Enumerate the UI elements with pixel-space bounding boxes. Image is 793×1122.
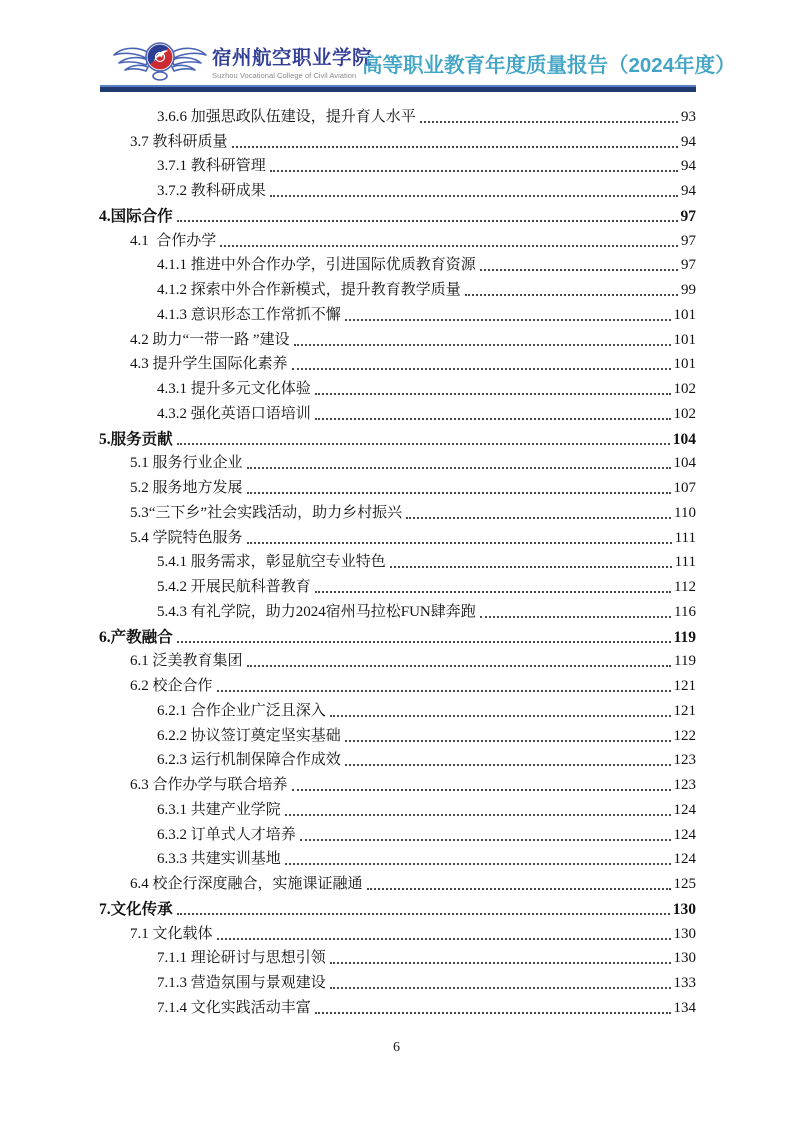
toc-entry-label: 6.产教融合 xyxy=(99,628,173,646)
toc-entry xyxy=(99,128,696,153)
toc-entry-label: 7.1.4 文化实践活动丰富 xyxy=(157,999,311,1016)
toc-entry-page: 97 xyxy=(680,207,696,225)
toc-entry-page: 112 xyxy=(674,579,696,595)
toc-entry xyxy=(99,227,696,252)
toc-dot-leader xyxy=(177,443,670,445)
toc-entry-page: 94 xyxy=(681,183,696,199)
toc-entry xyxy=(99,994,696,1019)
toc-entry xyxy=(99,722,696,747)
toc-entry-page: 107 xyxy=(673,480,696,496)
toc-entry-label: 6.3.3 共建实训基地 xyxy=(157,851,281,868)
toc-entry xyxy=(99,623,696,648)
toc-entry xyxy=(99,400,696,425)
toc-entry-page: 119 xyxy=(673,628,696,646)
toc-entry-label: 5.1 服务行业企业 xyxy=(130,455,243,472)
toc-entry xyxy=(99,969,696,994)
toc-dot-leader xyxy=(292,368,671,370)
toc-entry-page: 93 xyxy=(681,108,696,125)
toc-entry-page: 94 xyxy=(681,133,696,150)
toc-entry xyxy=(99,276,696,301)
toc-entry-label: 5.4 学院特色服务 xyxy=(130,529,243,546)
toc-dot-leader xyxy=(247,665,672,667)
toc-dot-leader xyxy=(285,863,671,865)
toc-dot-leader xyxy=(367,888,671,890)
toc-entry-page: 97 xyxy=(681,232,696,249)
toc-entry-label: 4.3.1 提升多元文化体验 xyxy=(157,381,311,397)
toc-dot-leader xyxy=(270,170,678,172)
toc-dot-leader xyxy=(330,715,671,717)
toc-entry-page: 134 xyxy=(673,999,696,1016)
toc-dot-leader xyxy=(420,121,678,123)
toc-entry xyxy=(99,697,696,722)
toc-entry-page: 101 xyxy=(673,306,696,323)
toc-dot-leader xyxy=(247,542,672,544)
toc-entry-label: 6.3.1 共建产业学院 xyxy=(157,801,281,818)
toc-entry-label: 4.2 助力“一带一路 ”建设 xyxy=(130,331,290,348)
toc-entry xyxy=(99,895,696,920)
toc-entry xyxy=(99,573,696,598)
toc-entry-page: 133 xyxy=(673,975,696,991)
toc-dot-leader xyxy=(345,319,671,321)
report-title: 高等职业教育年度质量报告（2024年度） xyxy=(362,54,736,77)
toc-entry xyxy=(99,375,696,400)
toc-dot-leader xyxy=(300,839,671,841)
toc-dot-leader xyxy=(292,789,671,791)
toc-entry-page: 97 xyxy=(681,257,696,274)
toc-entry-label: 5.4.2 开展民航科普教育 xyxy=(157,579,311,595)
page-footer xyxy=(0,1040,793,1056)
toc-dot-leader xyxy=(480,616,671,618)
toc-dot-leader xyxy=(315,591,671,593)
toc-dot-leader xyxy=(220,245,678,247)
college-name-block xyxy=(212,42,372,80)
toc-dot-leader xyxy=(315,1012,671,1014)
toc-entry-label: 3.6.6 加强思政队伍建设，提升育人水平 xyxy=(157,108,416,125)
college-name-cn: 宿州航空职业学院 xyxy=(212,47,373,69)
toc-entry xyxy=(99,771,696,796)
toc-entry xyxy=(99,450,696,475)
toc-entry-page: 102 xyxy=(673,405,696,422)
toc-entry-label: 3.7.1 教科研管理 xyxy=(157,158,266,175)
toc-dot-leader xyxy=(217,690,671,692)
toc-entry-page: 110 xyxy=(674,504,696,521)
toc-dot-leader xyxy=(177,641,671,643)
toc-entry-label: 6.3 合作办学与联合培养 xyxy=(130,777,288,793)
toc-entry-page: 121 xyxy=(673,678,696,694)
toc-entry xyxy=(99,202,696,227)
toc-entry-label: 4.国际合作 xyxy=(99,207,173,225)
toc-entry xyxy=(99,177,696,202)
college-name-en: Suzhou Vocational College of Civil Aviation xyxy=(212,71,357,80)
toc-entry-page: 104 xyxy=(673,455,696,472)
toc-entry-page: 121 xyxy=(673,702,696,719)
toc-entry-label: 4.3.2 强化英语口语培训 xyxy=(157,405,311,422)
toc-entry xyxy=(99,425,696,450)
toc-entry-page: 130 xyxy=(673,950,696,967)
toc-entry-page: 94 xyxy=(681,158,696,175)
toc-entry-label: 3.7 教科研质量 xyxy=(130,133,228,150)
toc-dot-leader xyxy=(217,938,671,940)
toc-entry xyxy=(99,672,696,697)
toc-entry-page: 124 xyxy=(673,851,696,868)
toc-entry-label: 6.2.3 运行机制保障合作成效 xyxy=(157,752,341,769)
toc-dot-leader xyxy=(315,418,671,420)
college-logo-civil-aviation-wings-icon xyxy=(112,38,208,84)
toc-entry xyxy=(99,598,696,623)
toc-entry-page: 122 xyxy=(673,727,696,744)
toc-entry xyxy=(99,301,696,326)
toc-entry-page: 123 xyxy=(673,777,696,793)
toc-entry-page: 116 xyxy=(674,603,696,620)
toc-entry-label: 7.1.1 理论研讨与思想引领 xyxy=(157,950,326,967)
toc-entry-page: 130 xyxy=(673,925,696,942)
toc-entry-page: 111 xyxy=(674,554,696,571)
toc-dot-leader xyxy=(465,294,678,296)
toc-entry xyxy=(99,549,696,574)
toc-dot-leader xyxy=(345,740,671,742)
toc-entry xyxy=(99,103,696,128)
toc-entry-page: 111 xyxy=(674,529,696,546)
toc-entry-page: 104 xyxy=(672,430,696,448)
toc-dot-leader xyxy=(406,517,671,519)
toc-entry xyxy=(99,524,696,549)
toc-entry xyxy=(99,945,696,970)
toc-entry-page: 130 xyxy=(672,900,696,918)
toc-dot-leader xyxy=(480,269,678,271)
toc-entry-label: 7.1 文化载体 xyxy=(130,925,213,942)
toc-entry xyxy=(99,747,696,772)
toc-dot-leader xyxy=(294,344,671,346)
toc-dot-leader xyxy=(232,146,678,148)
toc-dot-leader xyxy=(270,195,678,197)
toc-dot-leader xyxy=(285,814,671,816)
page-number: 6 xyxy=(393,1040,400,1055)
toc-entry-label: 6.3.2 订单式人才培养 xyxy=(157,826,296,843)
toc-entry xyxy=(99,870,696,895)
toc-entry-page: 124 xyxy=(673,826,696,843)
toc-entry-label: 5.2 服务地方发展 xyxy=(130,480,243,496)
toc-entry xyxy=(99,796,696,821)
toc-dot-leader xyxy=(247,492,671,494)
toc-entry-label: 5.3“三下乡”社会实践活动，助力乡村振兴 xyxy=(130,504,403,521)
toc-entry-page: 123 xyxy=(673,752,696,769)
toc-entry-label: 6.2.2 协议签订奠定坚实基础 xyxy=(157,727,341,744)
table-of-contents xyxy=(99,103,696,1019)
toc-entry xyxy=(99,326,696,351)
toc-entry-page: 102 xyxy=(673,381,696,397)
toc-dot-leader xyxy=(330,987,671,989)
toc-entry xyxy=(99,648,696,673)
toc-entry-label: 5.4.1 服务需求，彰显航空专业特色 xyxy=(157,554,386,571)
toc-entry xyxy=(99,499,696,524)
toc-entry xyxy=(99,821,696,846)
toc-entry-label: 6.2 校企合作 xyxy=(130,678,213,694)
toc-dot-leader xyxy=(315,393,671,395)
toc-entry-label: 5.4.3 有礼学院，助力2024宿州马拉松FUN肆奔跑 xyxy=(157,603,476,620)
toc-dot-leader xyxy=(330,962,671,964)
toc-entry xyxy=(99,351,696,376)
toc-entry-page: 101 xyxy=(673,356,696,373)
toc-entry-page: 124 xyxy=(673,801,696,818)
toc-entry xyxy=(99,920,696,945)
toc-entry-label: 6.2.1 合作企业广泛且深入 xyxy=(157,702,326,719)
toc-entry-page: 101 xyxy=(673,331,696,348)
toc-entry-label: 6.1 泛美教育集团 xyxy=(130,653,243,670)
toc-dot-leader xyxy=(177,913,670,915)
toc-entry xyxy=(99,153,696,178)
toc-entry-label: 4.1.2 探索中外合作新模式，提升教育教学质量 xyxy=(157,282,461,298)
toc-entry-label: 4.1.3 意识形态工作常抓不懈 xyxy=(157,306,341,323)
page-header xyxy=(0,0,793,100)
toc-entry-label: 4.3 提升学生国际化素养 xyxy=(130,356,288,373)
toc-dot-leader xyxy=(177,220,678,222)
toc-entry-page: 119 xyxy=(674,653,696,670)
toc-entry xyxy=(99,846,696,871)
header-rule-divider xyxy=(100,85,696,92)
toc-entry-label: 4.1 合作办学 xyxy=(130,232,217,249)
toc-entry-page: 125 xyxy=(673,876,696,892)
toc-entry-label: 5.服务贡献 xyxy=(99,430,173,448)
toc-entry-page: 99 xyxy=(681,282,696,298)
toc-dot-leader xyxy=(247,467,671,469)
toc-dot-leader xyxy=(345,764,671,766)
toc-entry-label: 7.1.3 营造氛围与景观建设 xyxy=(157,975,326,991)
toc-entry-label: 6.4 校企行深度融合，实施课证融通 xyxy=(130,876,363,892)
toc-entry-label: 4.1.1 推进中外合作办学，引进国际优质教育资源 xyxy=(157,257,476,274)
toc-entry xyxy=(99,474,696,499)
toc-entry-label: 7.文化传承 xyxy=(99,900,173,918)
toc-dot-leader xyxy=(390,566,672,568)
toc-entry-label: 3.7.2 教科研成果 xyxy=(157,183,266,199)
toc-entry xyxy=(99,252,696,277)
